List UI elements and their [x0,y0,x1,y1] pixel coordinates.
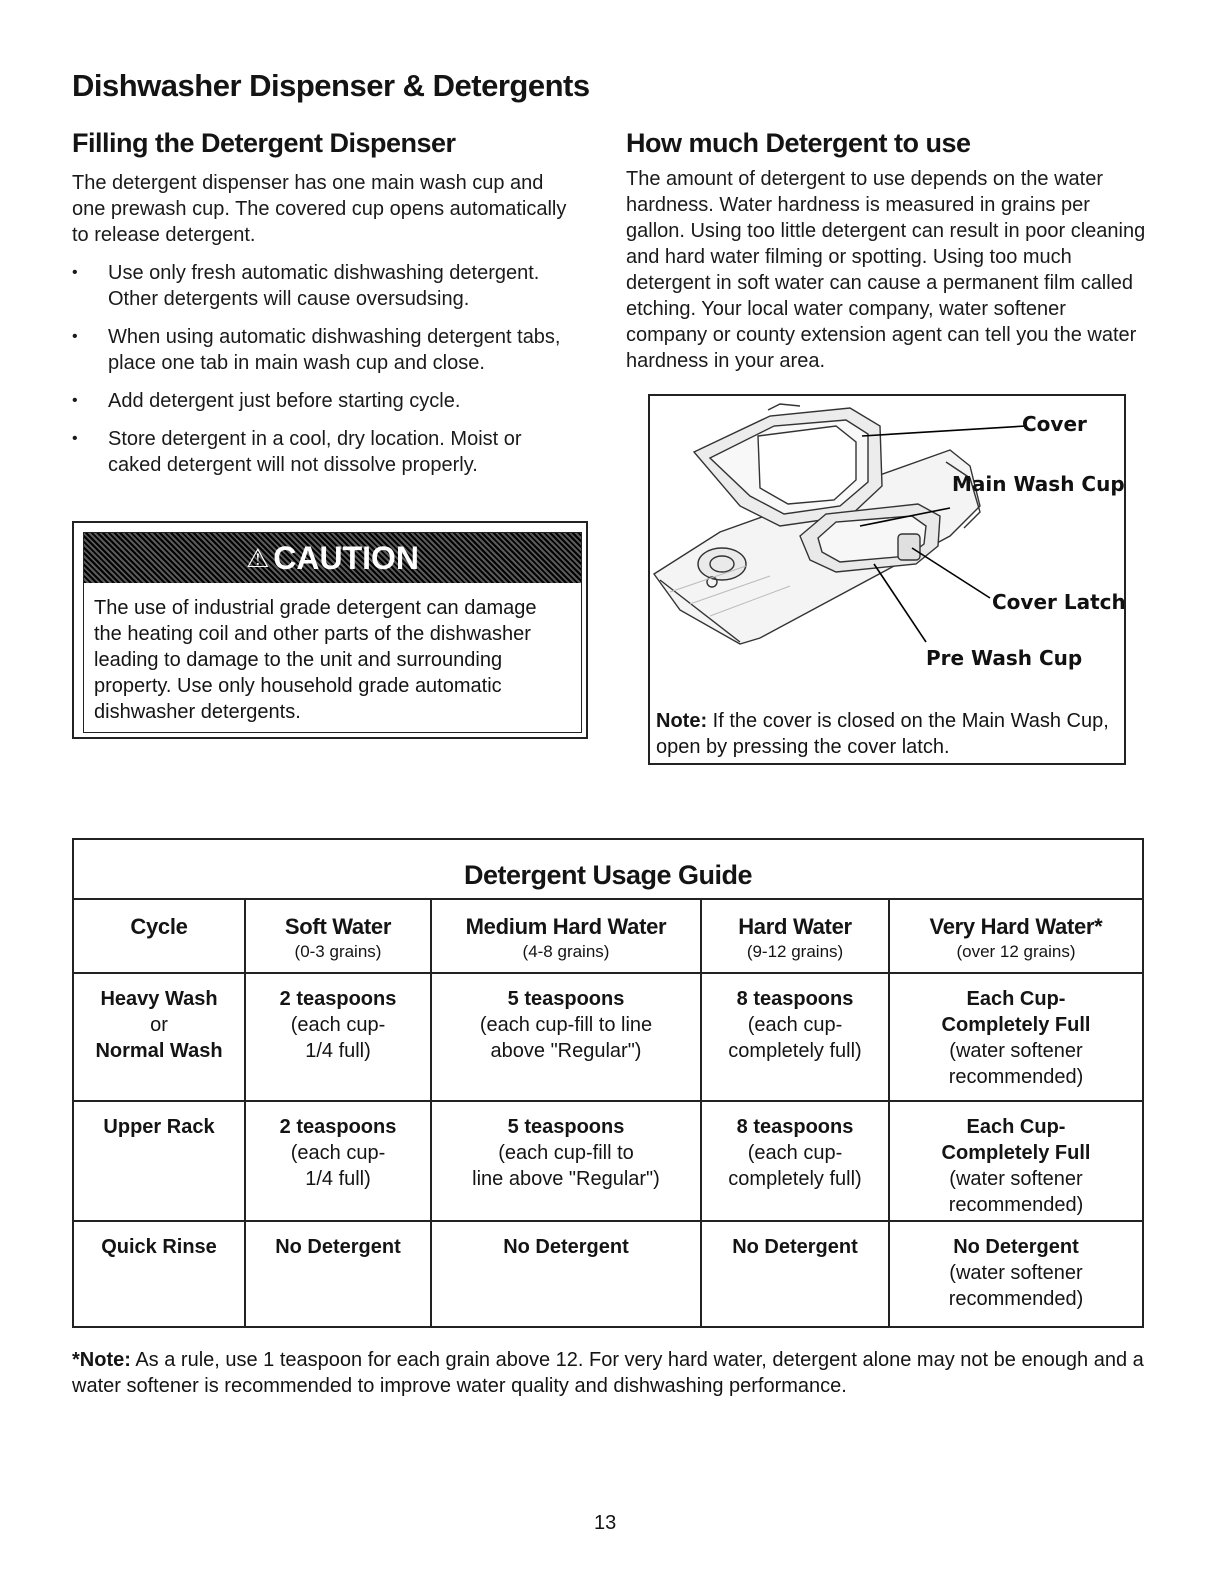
cell-very-hard: No Detergent (water softener recommended) [889,1221,1143,1327]
header-medium-hard-water: Medium Hard Water (4-8 grains) [431,899,701,973]
footnote [72,1347,1152,1399]
table-caption: Detergent Usage Guide [73,839,1143,899]
filling-bullet-list [72,260,572,490]
header-hard-water: Hard Water (9-12 grains) [701,899,889,973]
header-cycle: Cycle [73,899,245,973]
bullet-item: • Use only fresh automatic dishwashing detergent. Other detergents will cause oversudsing. [72,260,572,312]
caution-text: The use of industrial grade detergent can damage the heating coil and other parts of the dishwasher leading to damage to the unit and surrounding property. Use only household grade automatic dishwasher detergents. [94,597,537,723]
header-soft-water: Soft Water (0-3 grains) [245,899,431,973]
cell-medium: 5 teaspoons (each cup-fill to line above "Regular") [431,973,701,1101]
cell-cycle: Quick Rinse [73,1221,245,1327]
cell-hard: 8 teaspoons (each cup- completely full) [701,1101,889,1221]
cell-hard: 8 teaspoons (each cup- completely full) [701,973,889,1101]
label-cover: Cover [1022,412,1087,436]
label-cover-latch: Cover Latch [992,590,1126,614]
bullet-item: • Store detergent in a cool, dry location. Moist or caked detergent will not dissolve properly. [72,426,572,478]
page-title: Dishwasher Dispenser & Detergents [72,68,590,103]
dispenser-diagram [648,394,1126,765]
label-pre-wash-cup: Pre Wash Cup [926,646,1083,670]
bullet-item: • When using automatic dishwashing detergent tabs, place one tab in main wash cup and close. [72,324,572,376]
cell-very-hard: Each Cup- Completely Full (water softener recommended) [889,973,1143,1101]
filling-section-title: Filling the Detergent Dispenser [72,128,456,158]
label-main-wash-cup: Main Wash Cup [952,472,1125,496]
cell-hard: No Detergent [701,1221,889,1327]
diagram-note [656,708,1120,760]
table-row [73,1101,1143,1221]
note-label: Note: [656,710,708,732]
cell-medium: No Detergent [431,1221,701,1327]
cell-medium: 5 teaspoons (each cup-fill to line above "Regular") [431,1101,701,1221]
filling-intro: The detergent dispenser has one main wash cup and one prewash cup. The covered cup opens automatically to release detergent. [72,172,567,246]
how-much-section-title: How much Detergent to use [626,128,971,158]
cell-very-hard: Each Cup- Completely Full (water softener recommended) [889,1101,1143,1221]
page-number: 13 [594,1512,617,1534]
footnote-label: *Note: [72,1349,131,1371]
cell-soft: 2 teaspoons (each cup- 1/4 full) [245,1101,431,1221]
cell-cycle: Upper Rack [73,1101,245,1221]
caution-inner-frame [83,532,582,733]
table-header-row [73,899,1143,973]
warning-triangle-icon: ⚠ [245,542,270,573]
detergent-usage-table [72,838,1144,1328]
caution-box [72,521,588,739]
table-row [73,1221,1143,1327]
how-much-paragraph: The amount of detergent to use depends on the water hardness. Water hardness is measured in grains per gallon. Using too little detergent can result in poor cleaning and hard water filming or spotting. Using too much detergent in soft water can cause a permanent film called etching. Your local water company, water softener company or county extension agent can tell you the water hardness in your area. [626,168,1146,372]
header-very-hard-water: Very Hard Water* (over 12 grains) [889,899,1143,973]
bullet-item: • Add detergent just before starting cycle. [72,388,572,414]
footnote-text: As a rule, use 1 teaspoon for each grain above 12. For very hard water, detergent alone may not be enough and a water softener is recommended to improve water quality and dishwashing performance. [72,1349,1144,1397]
caution-banner [84,533,581,583]
cell-soft: 2 teaspoons (each cup- 1/4 full) [245,973,431,1101]
cell-cycle: Heavy Wash or Normal Wash [73,973,245,1101]
caution-label: CAUTION [273,539,420,576]
table-row [73,973,1143,1101]
note-text: If the cover is closed on the Main Wash Cup, open by pressing the cover latch. [656,710,1109,758]
cell-soft: No Detergent [245,1221,431,1327]
